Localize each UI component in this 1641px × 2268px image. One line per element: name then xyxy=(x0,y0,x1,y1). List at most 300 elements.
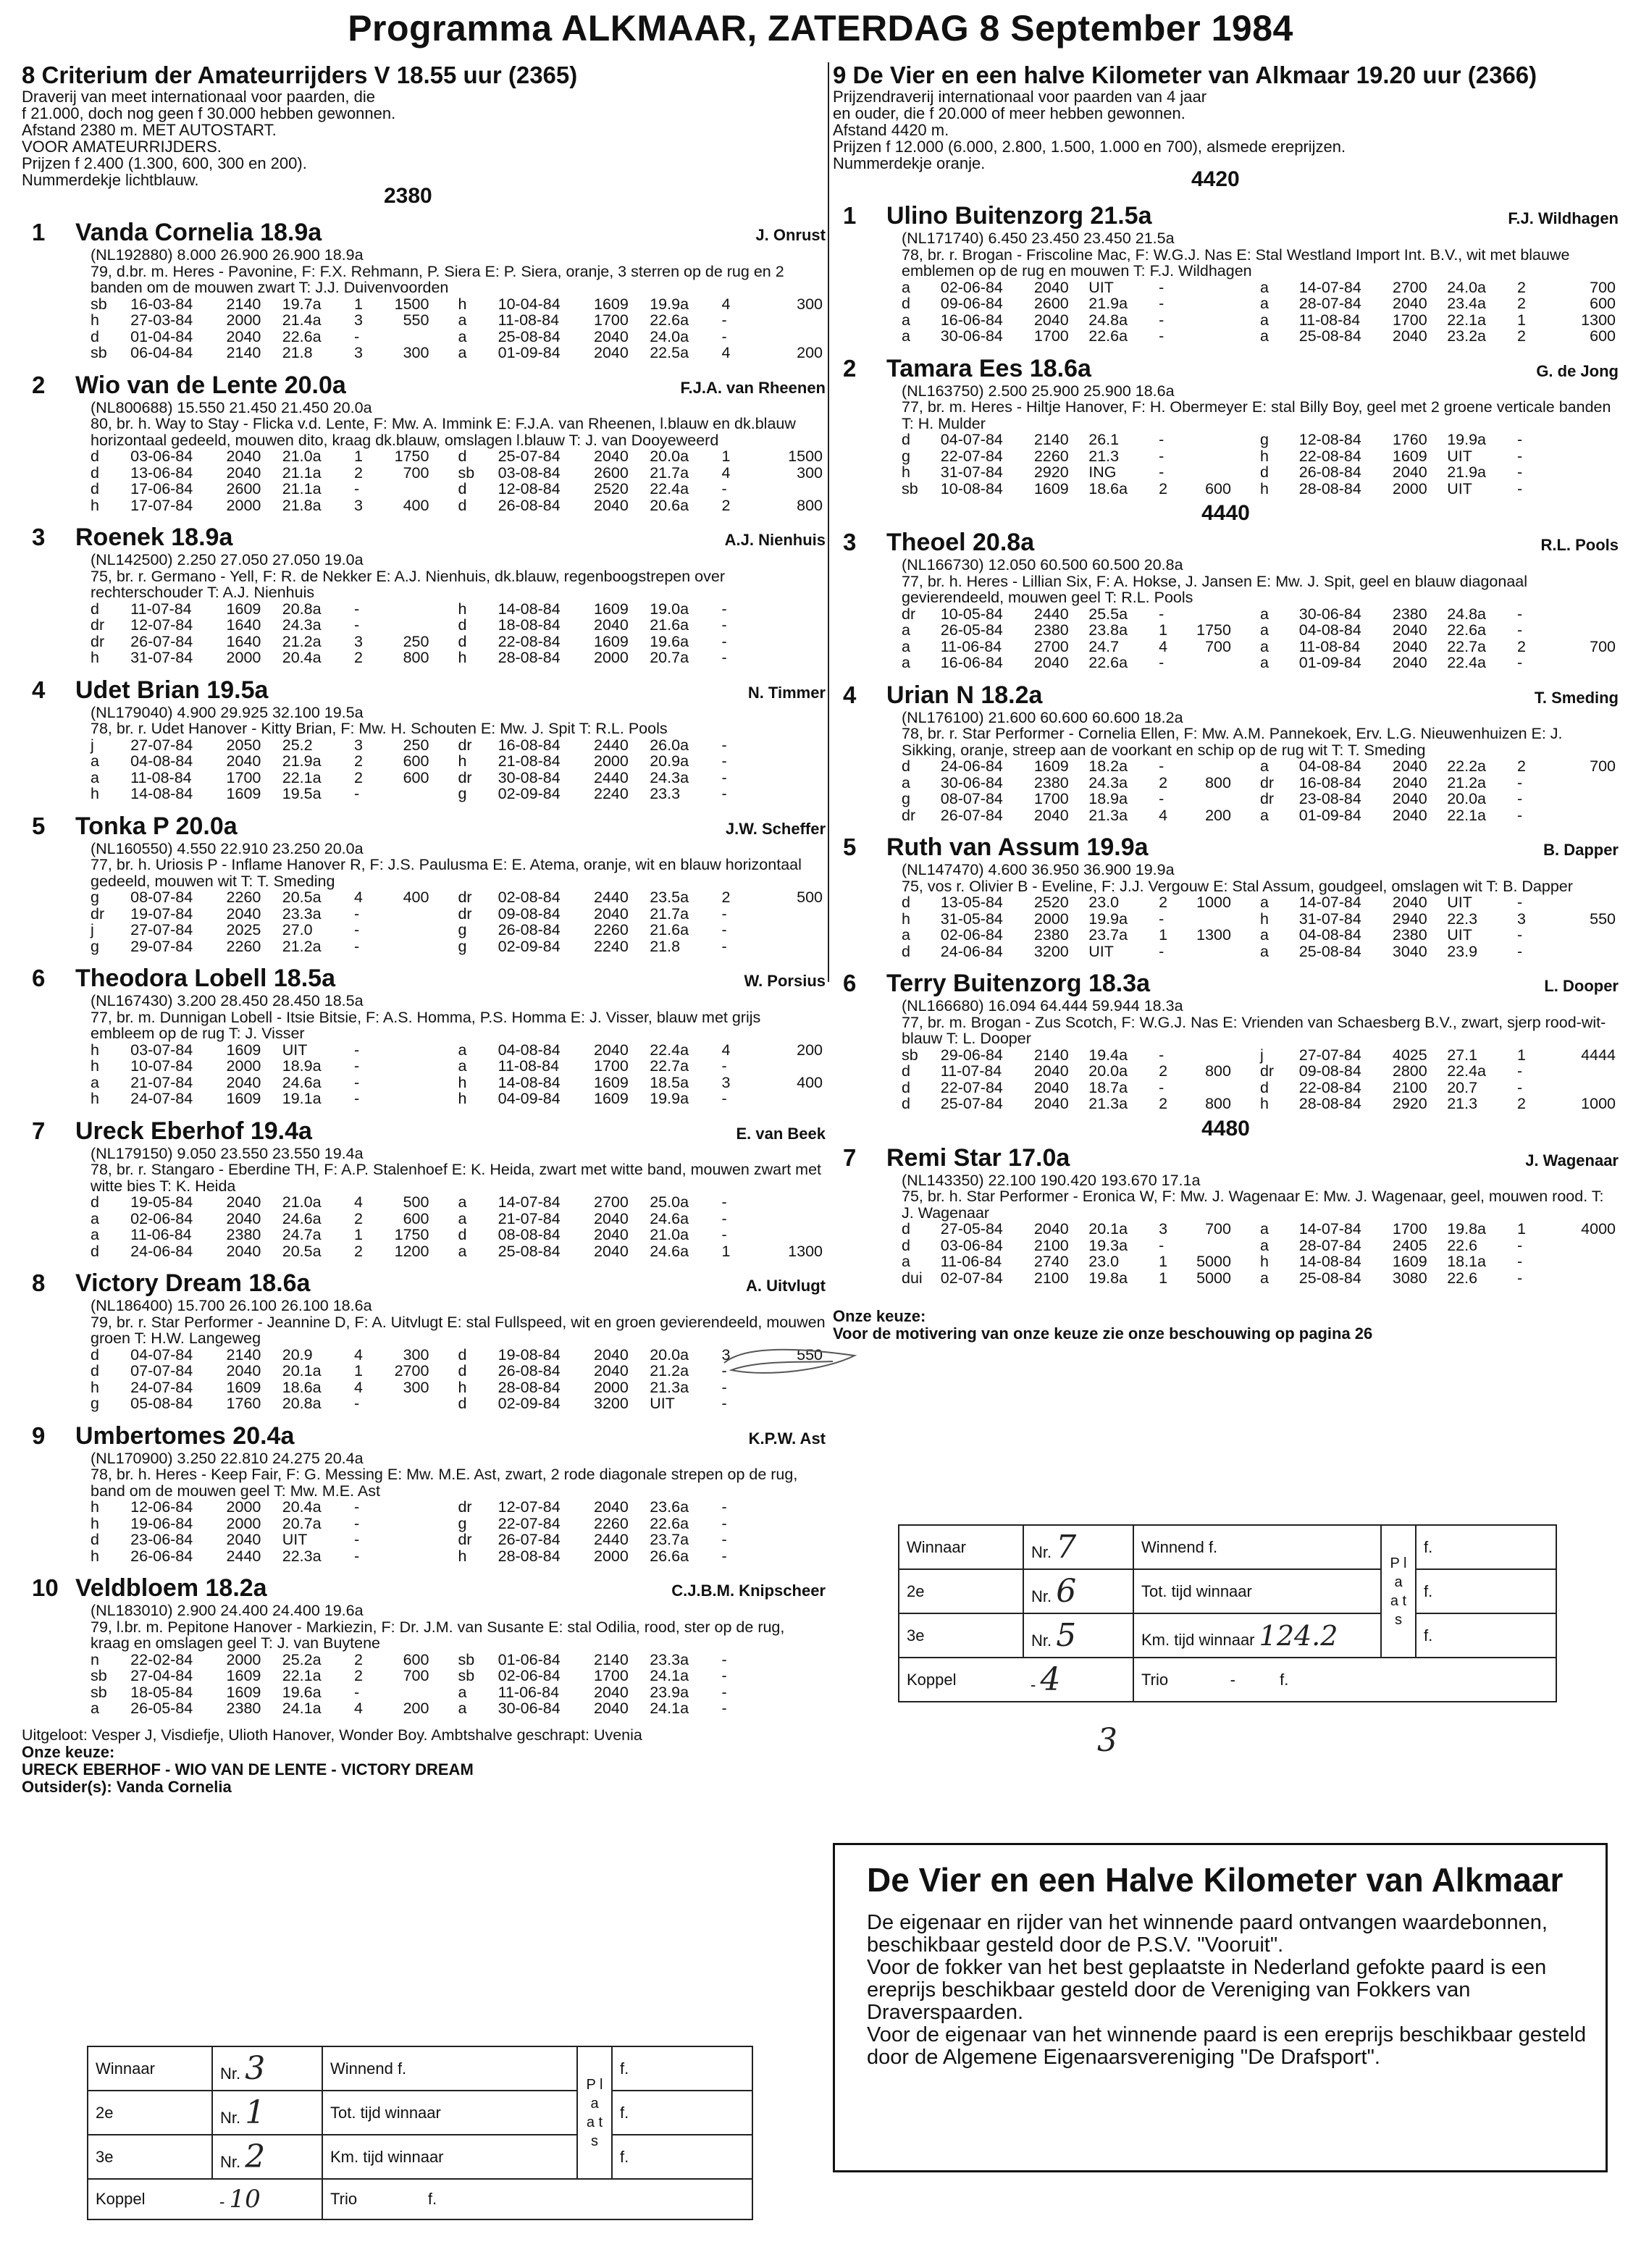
horse-pedigree: 77, br. m. Dunnigan Lobell - Itsie Bitsie, F: A.S. Homma, P.S. Homma E: J. Visser, blauw met grijs embleem op de rug T: J. Visser xyxy=(91,1008,761,1042)
result-cell: 3080 xyxy=(1392,1269,1427,1287)
result-row xyxy=(91,906,826,923)
result-cell xyxy=(386,601,458,618)
result-cell: - xyxy=(721,736,727,754)
result-cell: d xyxy=(458,1362,467,1379)
result-cell: 2240 xyxy=(594,937,629,955)
handwritten-nr-3e[interactable]: 2 xyxy=(245,2138,266,2175)
result-cell: d xyxy=(1259,463,1269,481)
result-cell: 1609 xyxy=(1033,757,1069,775)
result-cell: 4 xyxy=(721,295,731,313)
result-cell: 21.2a xyxy=(282,632,322,650)
horse-details xyxy=(833,230,1619,345)
result-cell: 2040 xyxy=(1033,1095,1069,1112)
result-cell: d xyxy=(902,942,910,960)
result-row xyxy=(902,481,1619,497)
result-cell: dr xyxy=(1259,773,1275,791)
result-cell: dr xyxy=(902,806,916,824)
form-f-trio[interactable]: f. xyxy=(427,2190,437,2208)
result-cell: 2040 xyxy=(226,1362,261,1379)
horse-driver: R.L. Pools xyxy=(1540,536,1619,554)
result-cell xyxy=(754,617,826,634)
result-cell: a xyxy=(902,637,910,655)
result-cell: d xyxy=(91,1531,99,1548)
result-cell: 23.7a xyxy=(1088,926,1128,944)
result-cell: a xyxy=(458,1193,467,1211)
result-cell: dr xyxy=(902,605,916,623)
result-cell: - xyxy=(721,1547,727,1565)
result-cell: 1609 xyxy=(226,600,261,618)
result-cell: - xyxy=(1159,463,1164,481)
horse-name: Vanda Cornelia 18.9a xyxy=(75,219,322,246)
result-cell: d xyxy=(902,1095,910,1112)
result-cell: a xyxy=(902,278,910,296)
result-cell: - xyxy=(721,632,727,650)
result-cell: 2920 xyxy=(1033,463,1069,481)
distance-marker: 4440 xyxy=(1201,501,1250,525)
form-label-winnend: Winnend f. xyxy=(322,2046,577,2091)
form-label-2e: 2e xyxy=(88,2091,212,2135)
horse-driver: B. Dapper xyxy=(1543,841,1619,859)
result-cell: 2025 xyxy=(226,921,261,938)
result-cell: 1 xyxy=(1159,1269,1168,1287)
result-cell: - xyxy=(354,921,360,938)
horse-number: 1 xyxy=(843,202,857,229)
result-cell: 25.2 xyxy=(282,736,313,754)
result-cell: g xyxy=(458,937,467,955)
horse-results-table xyxy=(902,1047,1619,1112)
result-cell: - xyxy=(1517,621,1523,639)
form-f-3[interactable]: f. xyxy=(1416,1613,1556,1658)
result-cell: 19.9a xyxy=(650,295,689,313)
result-cell: 21.0a xyxy=(650,1226,689,1243)
horse-name: Victory Dream 18.6a xyxy=(75,1269,311,1297)
result-cell: 24.3a xyxy=(282,616,322,634)
result-row xyxy=(91,296,826,313)
result-cell: UIT xyxy=(1447,447,1472,465)
horse-pedigree: 80, br. h. Way to Stay - Flicka v.d. Lente, F: Mw. A. Immink E: F.J.A. van Rheenen, l.blauw en dk.blauw horizontaal gedeeld, mouwen dito, kraag dk.blauw, omslagen l.blauw T: J. van Dooyeweerd xyxy=(91,415,796,449)
result-cell: 1200 xyxy=(394,1242,429,1260)
result-cell: 2700 xyxy=(1392,278,1427,296)
result-cell: 19-08-84 xyxy=(498,1345,561,1364)
result-cell: 20.0a xyxy=(1447,790,1486,807)
result-cell: 700 xyxy=(1590,757,1616,775)
result-cell: 19.6a xyxy=(282,1683,322,1701)
result-cell: 4 xyxy=(354,1193,364,1211)
form-f-2[interactable]: f. xyxy=(612,2091,752,2135)
result-cell: 1700 xyxy=(1392,1220,1427,1238)
result-cell: 600 xyxy=(1590,327,1616,345)
result-cell xyxy=(386,1395,458,1412)
result-cell: 26-06-84 xyxy=(130,1547,193,1565)
result-row xyxy=(91,1227,826,1243)
result-cell: 14-08-84 xyxy=(498,600,561,618)
horse-details xyxy=(22,552,826,666)
result-cell: 2040 xyxy=(1033,806,1069,824)
result-cell: 800 xyxy=(403,649,429,666)
result-cell: dr xyxy=(458,1498,472,1516)
result-row xyxy=(91,770,826,786)
result-cell: 07-07-84 xyxy=(130,1362,193,1379)
result-cell: 3200 xyxy=(594,1395,629,1412)
result-cell: - xyxy=(1159,311,1164,329)
horse-registration: (NL192880) 8.000 26.900 26.900 18.9a xyxy=(91,246,364,264)
result-row xyxy=(91,1363,826,1379)
result-cell: 09-06-84 xyxy=(940,295,1003,312)
result-cell: 4000 xyxy=(1581,1220,1616,1238)
result-cell: 2380 xyxy=(226,1226,261,1243)
result-cell: 21.2a xyxy=(282,937,322,955)
result-cell: h xyxy=(458,752,467,770)
horse-header xyxy=(22,812,826,841)
result-cell: a xyxy=(902,1253,910,1270)
result-cell: - xyxy=(1159,910,1164,928)
form-f-1[interactable]: f. xyxy=(1416,1525,1556,1569)
result-cell: 2040 xyxy=(1392,654,1427,671)
result-cell: 21.0a xyxy=(282,1193,322,1211)
horse-pedigree: 78, br. r. Stangaro - Eberdine TH, F: A.P. Stalenhoef E: K. Heida, zwart met witte band, mouwen zwart met witte bies T: K. Heida xyxy=(91,1161,822,1195)
result-cell: a xyxy=(1259,327,1269,345)
result-row xyxy=(902,295,1619,312)
result-cell: d xyxy=(91,1345,99,1364)
result-cell: 19-07-84 xyxy=(130,904,193,923)
result-cell xyxy=(754,1516,826,1532)
result-cell: 2040 xyxy=(594,448,629,465)
horse-driver: A.J. Nienhuis xyxy=(724,531,826,549)
result-cell: a xyxy=(458,1209,467,1227)
horse-number: 1 xyxy=(32,219,46,245)
result-cell: 24.6a xyxy=(650,1242,689,1260)
result-cell: 20.9a xyxy=(650,752,689,770)
result-cell: 20.1a xyxy=(282,1362,322,1379)
horse-name: Veldbloem 18.2a xyxy=(75,1574,267,1602)
form-label-trio: Trio xyxy=(1141,1670,1169,1689)
column-divider xyxy=(828,62,829,982)
result-cell: h xyxy=(1259,447,1269,465)
result-cell: 1609 xyxy=(1033,479,1069,497)
result-cell: d xyxy=(91,1193,99,1211)
result-cell: a xyxy=(458,1041,467,1059)
result-cell xyxy=(1548,655,1619,671)
result-cell: 2000 xyxy=(226,1057,261,1075)
result-cell: 21.7a xyxy=(650,463,689,482)
result-cell: - xyxy=(1517,479,1523,497)
horse-registration: (NL179040) 4.900 29.925 32.100 19.5a xyxy=(91,703,364,721)
result-cell: - xyxy=(1159,327,1164,345)
result-cell: 09-08-84 xyxy=(1298,1062,1361,1080)
horse-number: 7 xyxy=(843,1143,857,1171)
handwritten-nr-2e[interactable]: 1 xyxy=(245,2094,266,2131)
result-cell: 2 xyxy=(1159,479,1168,497)
result-cell: - xyxy=(721,600,727,618)
result-cell: 11-08-84 xyxy=(498,311,560,329)
result-cell: d xyxy=(91,480,99,497)
result-cell: 19.8a xyxy=(1447,1220,1486,1238)
form-label-winnend: Winnend f. xyxy=(1133,1525,1381,1569)
horse-entry xyxy=(22,219,826,361)
result-cell: 700 xyxy=(403,1667,429,1684)
result-cell xyxy=(1190,1238,1260,1254)
result-cell: 18.6a xyxy=(1088,479,1128,497)
result-cell: 22.6a xyxy=(650,1514,689,1532)
result-cell: 02-06-84 xyxy=(940,926,1003,944)
result-row xyxy=(91,617,826,634)
horse-name: Terry Buitenzorg 18.3a xyxy=(886,970,1151,997)
result-cell: 22.6a xyxy=(282,327,322,345)
result-cell xyxy=(754,650,826,666)
result-cell xyxy=(1548,1238,1619,1254)
result-cell xyxy=(386,906,458,923)
result-cell: 26-07-84 xyxy=(498,1531,561,1548)
form-label-winnaar: Winnaar xyxy=(88,2046,212,2091)
result-cell: 2 xyxy=(354,649,364,666)
result-cell: h xyxy=(91,649,99,666)
result-row xyxy=(902,1253,1619,1270)
result-cell: d xyxy=(91,1242,99,1260)
horse-pedigree: 77, br. h. Heres - Lillian Six, F: A. Hokse, J. Jansen E: Mw. J. Spit, geel en blauw diagonaal gevierendeeld, mouwen geel T: R.L. Pools xyxy=(902,572,1528,606)
result-cell: 18.9a xyxy=(282,1057,322,1075)
result-cell xyxy=(1190,911,1260,928)
result-cell: 24.6a xyxy=(650,1209,689,1227)
result-cell: - xyxy=(354,1041,360,1059)
result-cell: a xyxy=(1259,1236,1269,1254)
result-row xyxy=(902,280,1619,296)
result-cell: 2520 xyxy=(594,480,629,497)
result-cell: - xyxy=(354,785,360,802)
handwritten-nr-winnaar[interactable]: 7 xyxy=(1056,1529,1077,1566)
result-cell xyxy=(754,1194,826,1211)
race8-prediction-form xyxy=(87,2046,753,2220)
result-cell: - xyxy=(1517,1062,1523,1080)
result-cell: 04-09-84 xyxy=(498,1090,561,1107)
result-cell: 25-08-84 xyxy=(1298,1269,1361,1287)
form-f-3[interactable]: f. xyxy=(612,2135,752,2179)
handwritten-km-tijd[interactable]: 124.2 xyxy=(1259,1619,1338,1652)
form-dash: - xyxy=(1230,1670,1235,1689)
horse-pedigree: 77, br. m. Brogan - Zus Scotch, F: W.G.J. Nas E: Vrienden van Schaesberg B.V., zwart, sjerp rood-wit-blauw T: L. Dooper xyxy=(902,1013,1606,1047)
horse-driver: J. Wagenaar xyxy=(1525,1151,1619,1169)
result-cell: d xyxy=(902,1236,910,1254)
result-cell: - xyxy=(721,937,727,955)
handwritten-nr-3e[interactable]: 5 xyxy=(1056,1617,1077,1654)
horse-name: Theoel 20.8a xyxy=(886,529,1035,556)
result-cell xyxy=(1190,312,1260,329)
result-cell: a xyxy=(458,1683,467,1701)
horse-pedigree: 79, d.br. m. Heres - Pavonine, F: F.X. Rehmann, P. Siera E: P. Siera, oranje, 3 sterren op de rug en 2 banden om de mouwen zwart T: J.J. Duivenvoorden xyxy=(91,262,784,296)
horse-header xyxy=(833,355,1619,383)
result-cell: - xyxy=(1517,894,1523,911)
result-cell: - xyxy=(1517,790,1523,807)
result-cell: 01-09-84 xyxy=(1298,806,1361,824)
horse-registration: (NL163750) 2.500 25.900 25.900 18.6a xyxy=(902,382,1175,400)
result-cell xyxy=(1548,1253,1619,1270)
result-cell: 04-08-84 xyxy=(1298,621,1361,639)
result-cell: 1609 xyxy=(594,632,629,650)
result-cell xyxy=(386,938,458,955)
horse-results-table xyxy=(91,1347,826,1412)
result-cell: - xyxy=(1159,431,1164,448)
result-cell: 2440 xyxy=(594,1531,629,1548)
result-cell xyxy=(386,481,458,497)
result-cell: 17-06-84 xyxy=(130,480,193,497)
result-cell: j xyxy=(1259,1046,1264,1064)
race8-horse-list xyxy=(22,219,826,1717)
horse-results-table xyxy=(91,737,826,802)
result-cell xyxy=(754,938,826,955)
result-cell: 19.1a xyxy=(282,1090,322,1107)
result-cell: - xyxy=(354,937,360,955)
result-cell: 24-06-84 xyxy=(130,1242,193,1260)
result-cell: 300 xyxy=(403,344,429,361)
result-cell: 1609 xyxy=(226,1378,261,1396)
form-f-trio[interactable]: f. xyxy=(1280,1670,1289,1689)
result-cell: 11-08-84 xyxy=(498,1057,560,1075)
result-cell: 26-05-84 xyxy=(940,621,1003,639)
result-cell: 1 xyxy=(1159,621,1168,639)
result-cell xyxy=(1190,1047,1260,1064)
result-cell: 600 xyxy=(403,752,429,770)
result-cell xyxy=(754,312,826,329)
result-cell: 2 xyxy=(721,496,731,514)
handwritten-koppel[interactable]: 10 xyxy=(229,2185,261,2214)
handwritten-koppel[interactable]: 4 xyxy=(1040,1661,1061,1698)
result-cell: 250 xyxy=(403,632,429,650)
result-cell: 2440 xyxy=(594,768,629,786)
result-cell: 22.1a xyxy=(282,768,322,786)
result-cell: 2040 xyxy=(226,1193,261,1211)
form-label-km-tijd: Km. tijd winnaar xyxy=(1141,1630,1255,1649)
result-cell: n xyxy=(91,1650,99,1668)
result-cell: 2040 xyxy=(594,1700,629,1717)
result-cell: dr xyxy=(91,616,105,634)
result-cell: a xyxy=(1259,621,1269,639)
result-cell: g xyxy=(902,447,910,465)
result-cell: - xyxy=(1517,1236,1523,1254)
result-cell: 24.7a xyxy=(282,1226,322,1243)
result-cell xyxy=(754,1548,826,1565)
horse-registration: (NL142500) 2.250 27.050 27.050 19.0a xyxy=(91,551,364,568)
result-row xyxy=(91,1395,826,1412)
result-cell: 300 xyxy=(403,1378,429,1396)
result-cell: 2040 xyxy=(594,344,629,361)
result-cell: 23.5a xyxy=(650,889,689,906)
result-cell: 2040 xyxy=(594,616,629,634)
result-cell: 23.6a xyxy=(650,1498,689,1516)
horse-results-table xyxy=(91,1042,826,1107)
result-cell: 2040 xyxy=(1033,278,1069,296)
result-cell: 24.0a xyxy=(1447,278,1486,296)
result-cell: - xyxy=(354,904,360,923)
result-cell: 10-04-84 xyxy=(498,295,561,313)
result-row xyxy=(91,497,826,514)
result-cell: h xyxy=(91,1041,99,1059)
result-cell: 2 xyxy=(354,752,364,770)
result-cell: 03-07-84 xyxy=(130,1041,193,1059)
result-cell: 23-06-84 xyxy=(130,1531,193,1548)
result-cell: 29-07-84 xyxy=(130,937,193,955)
result-row xyxy=(902,894,1619,911)
result-cell: 24.1a xyxy=(650,1700,689,1717)
result-cell: 23.0 xyxy=(1088,1253,1120,1270)
result-cell: sb xyxy=(458,463,475,482)
result-cell: 19.9a xyxy=(1447,431,1486,448)
form-f-1[interactable]: f. xyxy=(612,2046,752,2091)
result-cell: 2 xyxy=(354,768,364,786)
result-cell: 22.1a xyxy=(282,1667,322,1684)
result-cell: 02-09-84 xyxy=(498,937,561,955)
result-cell: 1609 xyxy=(226,1090,261,1107)
result-cell: 20.0a xyxy=(650,1345,689,1364)
result-cell: 2 xyxy=(354,1650,364,1668)
result-cell: - xyxy=(354,1057,360,1075)
result-cell: 3 xyxy=(721,1073,731,1091)
handwritten-nr-winnaar[interactable]: 3 xyxy=(245,2050,266,2087)
handwritten-nr-2e[interactable]: 6 xyxy=(1056,1573,1077,1610)
result-cell xyxy=(386,1058,458,1075)
result-cell: dr xyxy=(458,1531,472,1548)
result-cell: d xyxy=(458,1345,467,1364)
result-row xyxy=(91,1042,826,1059)
result-cell: 14-07-84 xyxy=(498,1193,561,1211)
result-cell: h xyxy=(91,1378,99,1396)
result-cell: 1 xyxy=(721,1242,731,1260)
result-cell: 14-07-84 xyxy=(1298,894,1361,911)
result-cell: 14-08-84 xyxy=(130,785,193,802)
race9-title: 9 De Vier en een halve Kilometer van Alkmaar 19.20 uur (2366) xyxy=(833,62,1537,88)
result-cell: 600 xyxy=(1590,295,1616,312)
result-cell: d xyxy=(458,496,467,514)
horse-pedigree: 78, br. r. Star Performer - Cornelia Ellen, F: Mw. A.M. Pannekoek, Erv. L.G. Nieuwenhuizen E: J. Sikking, oranje, streep aan de voorkant en schip op de rug wit T: T. Smeding xyxy=(902,725,1563,759)
result-cell: 24-06-84 xyxy=(940,942,1003,960)
result-cell: d xyxy=(902,431,910,448)
result-cell: 31-05-84 xyxy=(940,910,1003,928)
form-f-2[interactable]: f. xyxy=(1416,1569,1556,1613)
result-row xyxy=(902,328,1619,345)
result-cell: d xyxy=(902,1220,910,1238)
result-cell: 20.8a xyxy=(282,1395,322,1412)
result-row xyxy=(902,1238,1619,1254)
result-cell: 2100 xyxy=(1033,1236,1069,1254)
horse-details xyxy=(833,998,1619,1112)
result-cell xyxy=(386,922,458,938)
result-cell: UIT xyxy=(1447,926,1472,944)
result-row xyxy=(91,1652,826,1668)
result-cell: 1760 xyxy=(226,1395,261,1412)
result-cell xyxy=(754,770,826,786)
horse-name: Ulino Buitenzorg 21.5a xyxy=(886,202,1152,230)
result-cell: 27-07-84 xyxy=(130,921,193,938)
result-cell: 31-07-84 xyxy=(130,649,193,666)
horse-details xyxy=(22,841,826,955)
result-row xyxy=(902,944,1619,960)
result-cell: 3 xyxy=(354,632,364,650)
result-cell: h xyxy=(458,600,467,618)
result-row xyxy=(91,1499,826,1516)
race9-column xyxy=(833,62,1619,1343)
result-cell xyxy=(1548,481,1619,497)
horse-driver: L. Dooper xyxy=(1544,977,1619,995)
result-cell: 22.6a xyxy=(1088,327,1128,345)
result-cell: 14-07-84 xyxy=(1298,278,1361,296)
result-cell: 23.3a xyxy=(282,904,322,923)
form-label-nr: Nr. xyxy=(1031,1587,1052,1605)
result-cell: 30-06-84 xyxy=(940,327,1003,345)
result-cell: 11-06-84 xyxy=(498,1683,560,1701)
result-cell: 4 xyxy=(354,1345,364,1364)
horse-entry xyxy=(22,1422,826,1565)
result-cell: 1640 xyxy=(226,632,261,650)
result-cell: 08-07-84 xyxy=(130,889,193,906)
result-cell: 2920 xyxy=(1392,1095,1427,1112)
